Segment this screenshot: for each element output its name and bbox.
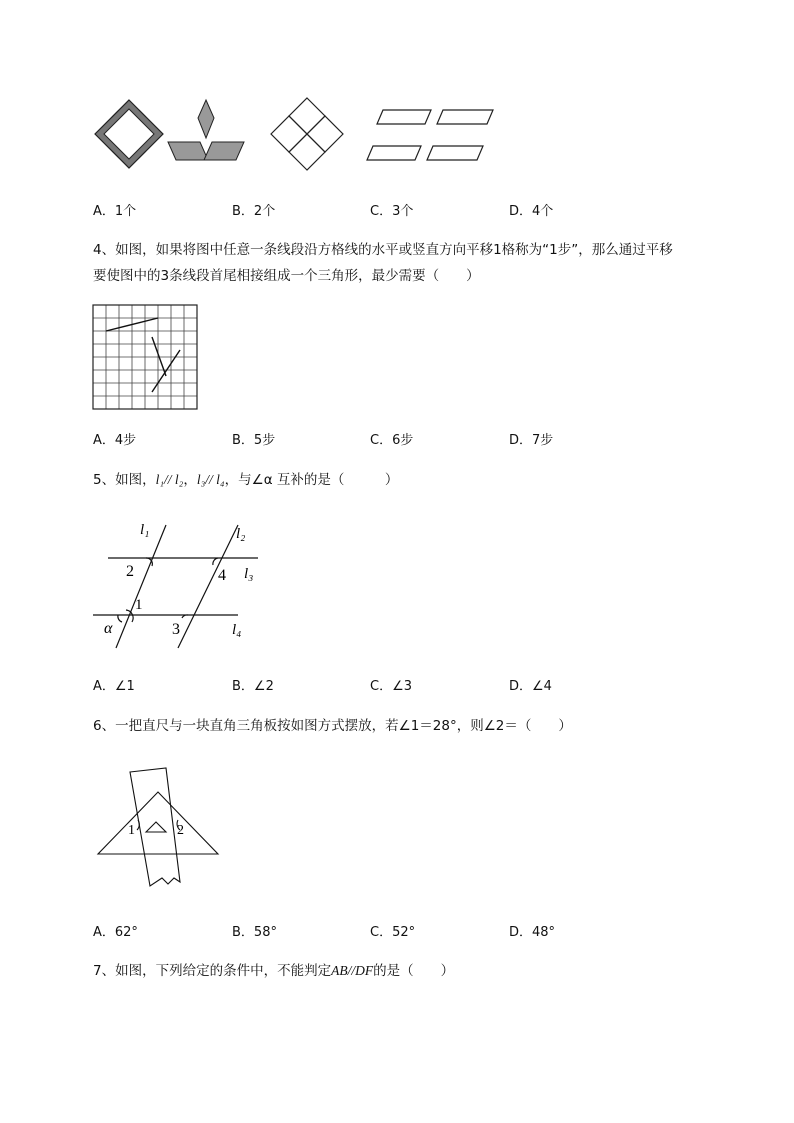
q5-prefix: 5、如图， [93, 472, 156, 488]
q4-option-c: C．6步 [370, 433, 414, 448]
q5-parallel-lines-figure [88, 510, 268, 650]
q5-condition-1: l₁// l₂ [155, 472, 184, 487]
q7-condition: AB//DF [331, 963, 374, 978]
q3-figure-d [367, 110, 493, 160]
q5-label-l3: l₃ [244, 566, 254, 582]
q6-label-angle-2: 2 [177, 823, 184, 838]
q6-option-b: B．58° [232, 925, 277, 940]
q4-option-d: D．7步 [509, 433, 554, 448]
q5-option-a: A．∠1 [93, 679, 135, 694]
q6-ruler [130, 768, 180, 886]
q5-option-d: D．∠4 [509, 679, 552, 694]
q7-question [93, 961, 454, 981]
q3-option-d: D．4个 [509, 204, 554, 219]
q5-question [93, 470, 398, 490]
q5-option-c: C．∠3 [370, 679, 413, 694]
q7-suffix: 的是（ ） [373, 963, 455, 979]
q6-question: 6、一把直尺与一块直角三角板按如图方式摆放，若∠1＝28°，则∠2＝（ ） [93, 718, 572, 734]
q5-condition-2: l₃// l₄ [196, 472, 225, 487]
q4-option-a: A．4步 [93, 433, 137, 448]
q3-figure-b [168, 100, 244, 160]
q4-option-b: B．5步 [232, 433, 276, 448]
q3-figures [85, 92, 505, 182]
q5-label-angle-3: 3 [172, 621, 180, 638]
q7-prefix: 7、如图，下列给定的条件中，不能判定 [93, 963, 332, 979]
q5-label-angle-2: 2 [126, 563, 134, 580]
q3-figure-a [95, 100, 163, 168]
q4-question-line2: 要使图中的3条线段首尾相接组成一个三角形，最少需要（ ） [93, 268, 480, 284]
q3-figure-c [271, 98, 343, 170]
q5-label-angle-1: 1 [135, 597, 143, 613]
q6-option-c: C．52° [370, 925, 416, 940]
q5-suffix: ，与∠α 互补的是（ ） [224, 472, 399, 488]
q5-separator: ， [183, 472, 197, 488]
q3-option-b: B．2个 [232, 204, 276, 219]
q4-grid-figure [92, 304, 200, 412]
q5-label-angle-4: 4 [218, 567, 226, 584]
q4-question-line1: 4、如图，如果将图中任意一条线段沿方格线的水平或竖直方向平移1格称为“1步”，那么通过平移 [93, 242, 673, 258]
q4-segment-3 [152, 350, 180, 392]
q5-label-l2: l₂ [236, 526, 246, 542]
q3-option-a: A．1个 [93, 204, 137, 219]
q3-option-c: C．3个 [370, 204, 414, 219]
q5-option-b: B．∠2 [232, 679, 274, 694]
q5-label-l1: l₁ [140, 522, 150, 538]
q6-ruler-triangle-figure [94, 764, 224, 890]
q6-triangle [98, 792, 218, 854]
q5-label-alpha: α [104, 620, 113, 637]
q6-label-angle-1: 1 [128, 823, 135, 838]
q6-option-a: A．62° [93, 925, 138, 940]
q5-label-l4: l₄ [232, 622, 242, 638]
q6-option-d: D．48° [509, 925, 556, 940]
